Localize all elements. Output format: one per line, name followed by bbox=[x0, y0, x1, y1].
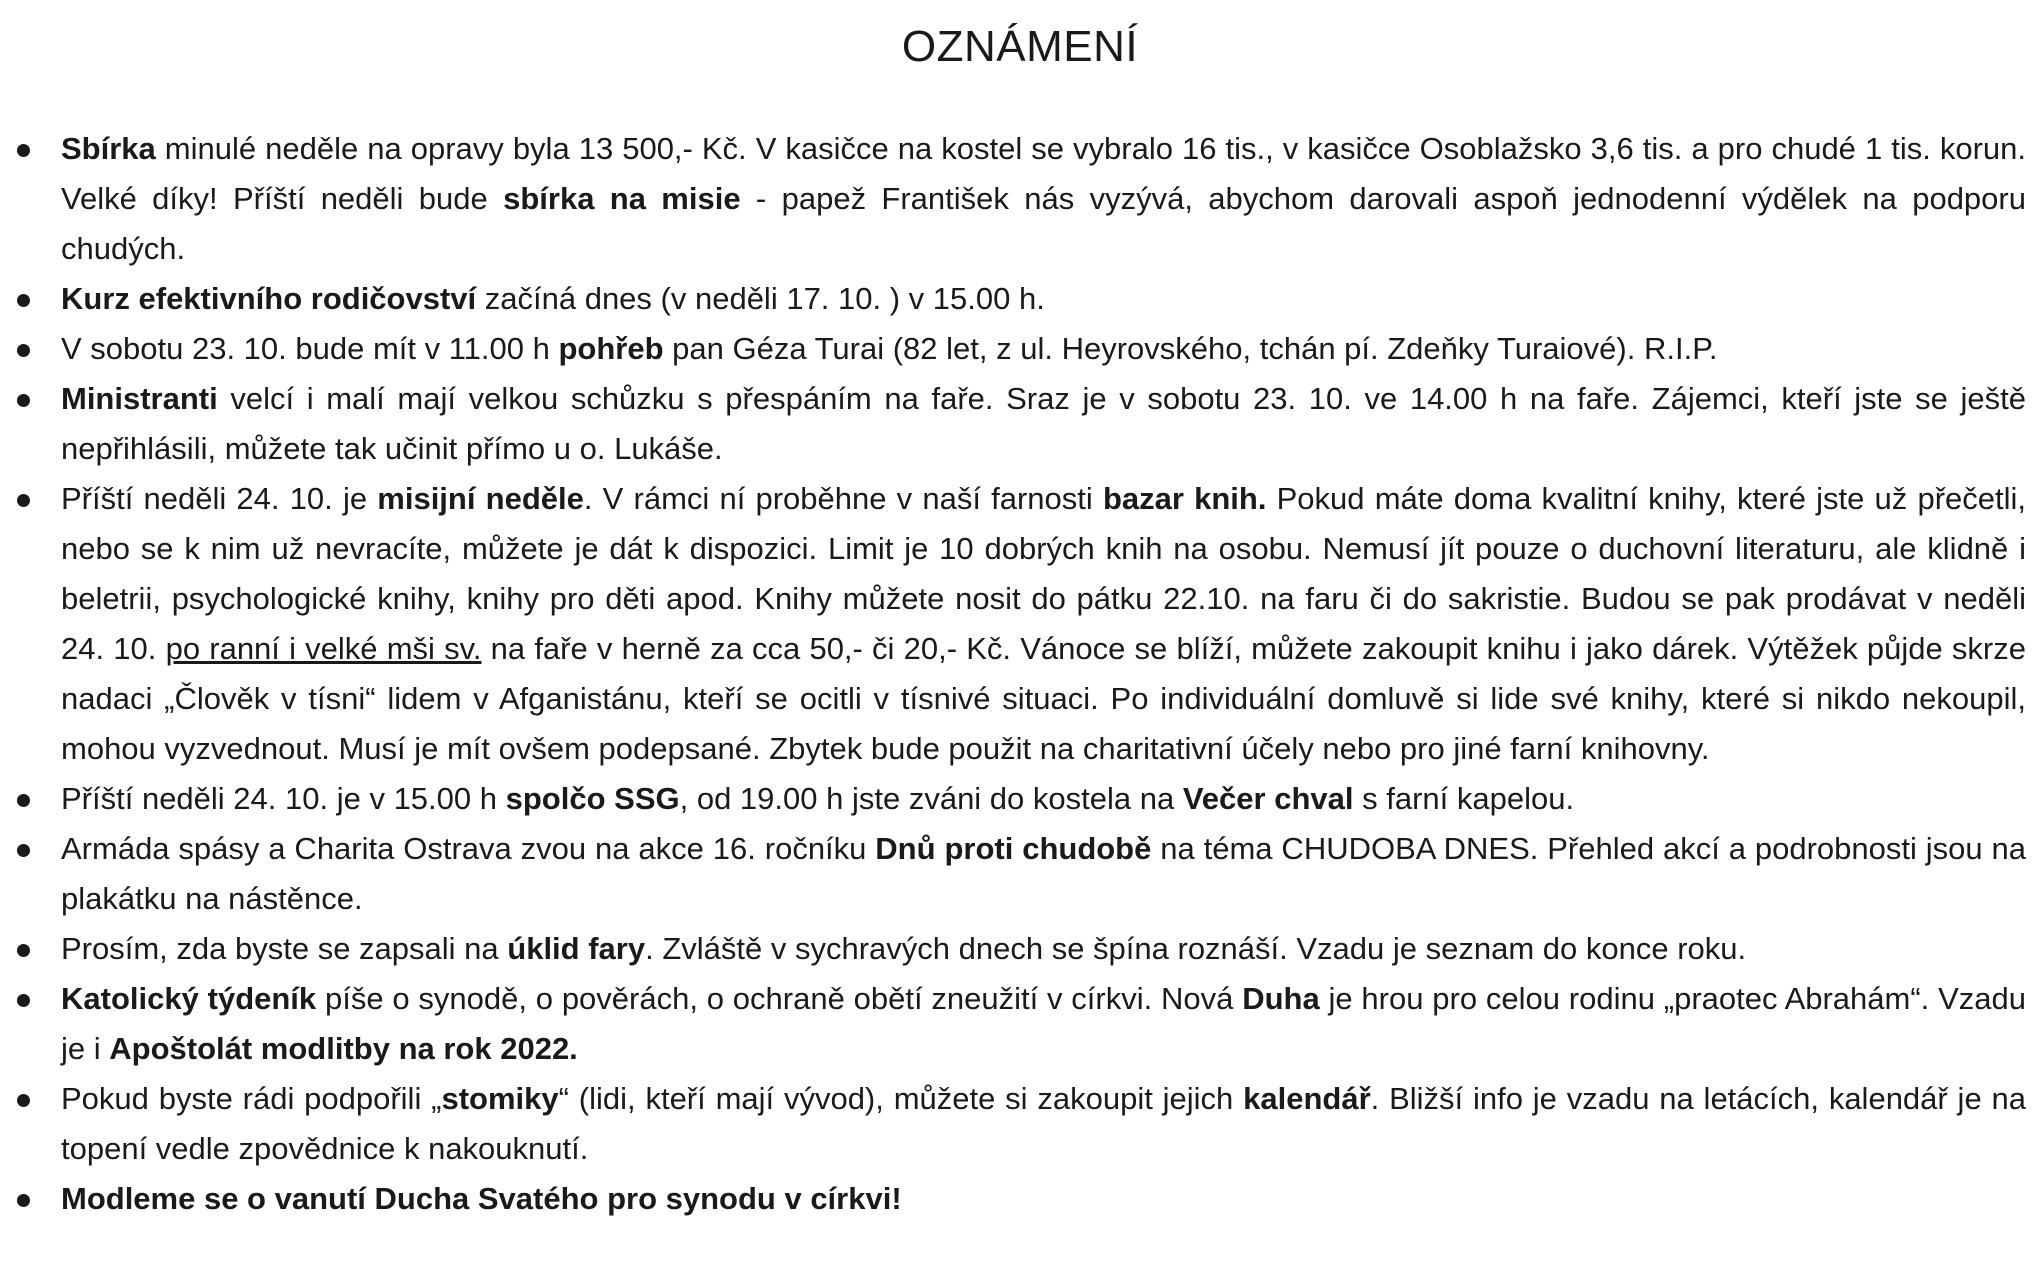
item-text: je hrou pro celou rodinu „praotec Abrahám“. Vzadu je i bbox=[61, 981, 2026, 1066]
announcement-item bbox=[14, 824, 2026, 924]
announcement-item bbox=[14, 974, 2026, 1074]
underlined-text: po ranní i velké mši sv. bbox=[165, 631, 482, 666]
item-text: minulé neděle na opravy byla 13 500,- Kč. V kasičce na kostel se vybralo 16 tis., v kasičce Osoblažsko 3,6 tis. a pro chudé 1 tis. korun. Velké díky! Příští neděli bude bbox=[61, 131, 2026, 216]
announcement-item bbox=[14, 1174, 2026, 1224]
emphasized-text: Modleme se o vanutí Ducha Svatého pro synodu v církvi! bbox=[61, 1181, 902, 1216]
item-text: . Zvláště v sychravých dnech se špína roznáší. Vzadu je seznam do konce roku. bbox=[645, 931, 1747, 966]
announcement-item bbox=[14, 124, 2026, 274]
bullet-icon bbox=[17, 144, 30, 157]
emphasized-text: Apoštolát modlitby na rok 2022. bbox=[109, 1031, 578, 1066]
item-text: , od 19.00 h jste zváni do kostela na bbox=[679, 781, 1183, 816]
item-text: Příští neděli 24. 10. je v 15.00 h bbox=[61, 781, 506, 816]
emphasized-text: Dnů proti chudobě bbox=[875, 831, 1152, 866]
announcement-item bbox=[14, 1074, 2026, 1174]
item-text: V sobotu 23. 10. bude mít v 11.00 h bbox=[61, 331, 559, 366]
announcement-item bbox=[14, 474, 2026, 774]
item-text: na faře v herně za cca 50,- či 20,- Kč. Vánoce se blíží, můžete zakoupit knihu i jako dárek. Výtěžek půjde skrze nadaci „Člověk v tísni“ lidem v Afganistánu, kteří se ocitli v tísnivé situaci. Po individuální domluvě si lide své knihy, které si nikdo nekoupil, mohou vyzvednout. Musí je mít ovšem podepsané. Zbytek bude použit na charitativní účely nebo pro jiné farní knihovny. bbox=[61, 631, 2026, 766]
announcement-item bbox=[14, 774, 2026, 824]
item-text: . V rámci ní proběhne v naší farnosti bbox=[583, 481, 1103, 516]
item-text: píše o synodě, o pověrách, o ochraně obětí zneužití v církvi. Nová bbox=[316, 981, 1243, 1016]
item-text: - papež František nás vyzývá, abychom darovali aspoň jednodenní výdělek na podporu chudých. bbox=[61, 181, 2026, 266]
emphasized-text: Duha bbox=[1242, 981, 1320, 1016]
item-text: pan Géza Turai (82 let, z ul. Heyrovského, tchán pí. Zdeňky Turaiové). R.I.P. bbox=[663, 331, 1718, 366]
item-text: s farní kapelou. bbox=[1353, 781, 1575, 816]
item-text: . Bližší info je vzadu na letácích, kalendář je na topení vedle zpovědnice k nakouknutí. bbox=[61, 1081, 2026, 1166]
item-text: začíná dnes (v neděli 17. 10. ) v 15.00 h. bbox=[476, 281, 1045, 316]
bullet-icon bbox=[17, 494, 30, 507]
bullet-icon bbox=[17, 1194, 30, 1207]
announcement-list bbox=[14, 124, 2026, 1224]
emphasized-text: spolčo SSG bbox=[505, 781, 680, 816]
emphasized-text: pohřeb bbox=[558, 331, 664, 366]
emphasized-text: Katolický týdeník bbox=[61, 981, 317, 1016]
item-text: “ (lidi, kteří mají vývod), můžete si zakoupit jejich bbox=[558, 1081, 1244, 1116]
emphasized-text: Večer chval bbox=[1182, 781, 1354, 816]
announcement-item bbox=[14, 924, 2026, 974]
emphasized-text: Kurz efektivního rodičovství bbox=[61, 281, 477, 316]
item-text: Pokud byste rádi podpořili „ bbox=[61, 1081, 442, 1116]
emphasized-text: Sbírka bbox=[61, 131, 156, 166]
item-text: velcí i malí mají velkou schůzku s přespáním na faře. Sraz je v sobotu 23. 10. ve 14.00 h na faře. Zájemci, kteří jste se ještě nepřihlásili, můžete tak učinit přímo u o. Lukáše. bbox=[61, 381, 2026, 466]
bullet-icon bbox=[17, 844, 30, 857]
bullet-icon bbox=[17, 1094, 30, 1107]
emphasized-text: bazar knih. bbox=[1102, 481, 1267, 516]
bullet-icon bbox=[17, 394, 30, 407]
item-text: Armáda spásy a Charita Ostrava zvou na akce 16. ročníku bbox=[61, 831, 876, 866]
bullet-icon bbox=[17, 344, 30, 357]
emphasized-text: misijní neděle bbox=[377, 481, 584, 516]
announcement-item bbox=[14, 374, 2026, 474]
announcement-item bbox=[14, 324, 2026, 374]
item-text: na téma CHUDOBA DNES. Přehled akcí a podrobnosti jsou na plakátku na nástěnce. bbox=[61, 831, 2026, 916]
bullet-icon bbox=[17, 794, 30, 807]
item-text: Prosím, zda byste se zapsali na bbox=[61, 931, 508, 966]
emphasized-text: úklid fary bbox=[507, 931, 646, 966]
emphasized-text: kalendář bbox=[1243, 1081, 1371, 1116]
emphasized-text: Ministranti bbox=[61, 381, 218, 416]
bullet-icon bbox=[17, 294, 30, 307]
item-text: Příští neděli 24. 10. je bbox=[61, 481, 378, 516]
announcement-item bbox=[14, 274, 2026, 324]
bullet-icon bbox=[17, 994, 30, 1007]
bullet-icon bbox=[17, 944, 30, 957]
page-title: OZNÁMENÍ bbox=[901, 22, 1139, 71]
item-text: Pokud máte doma kvalitní knihy, které jste už přečetli, nebo se k nim už nevracíte, můžete je dát k dispozici. Limit je 10 dobrých knih na osobu. Nemusí jít pouze o duchovní literaturu, ale klidně i beletrii, psychologické knihy, knihy pro děti apod. Knihy můžete nosit do pátku 22.10. na faru či do sakristie. Budou se pak prodávat v neděli 24. 10. bbox=[61, 481, 2026, 666]
emphasized-text: stomiky bbox=[441, 1081, 559, 1116]
emphasized-text: sbírka na misie bbox=[503, 181, 741, 216]
